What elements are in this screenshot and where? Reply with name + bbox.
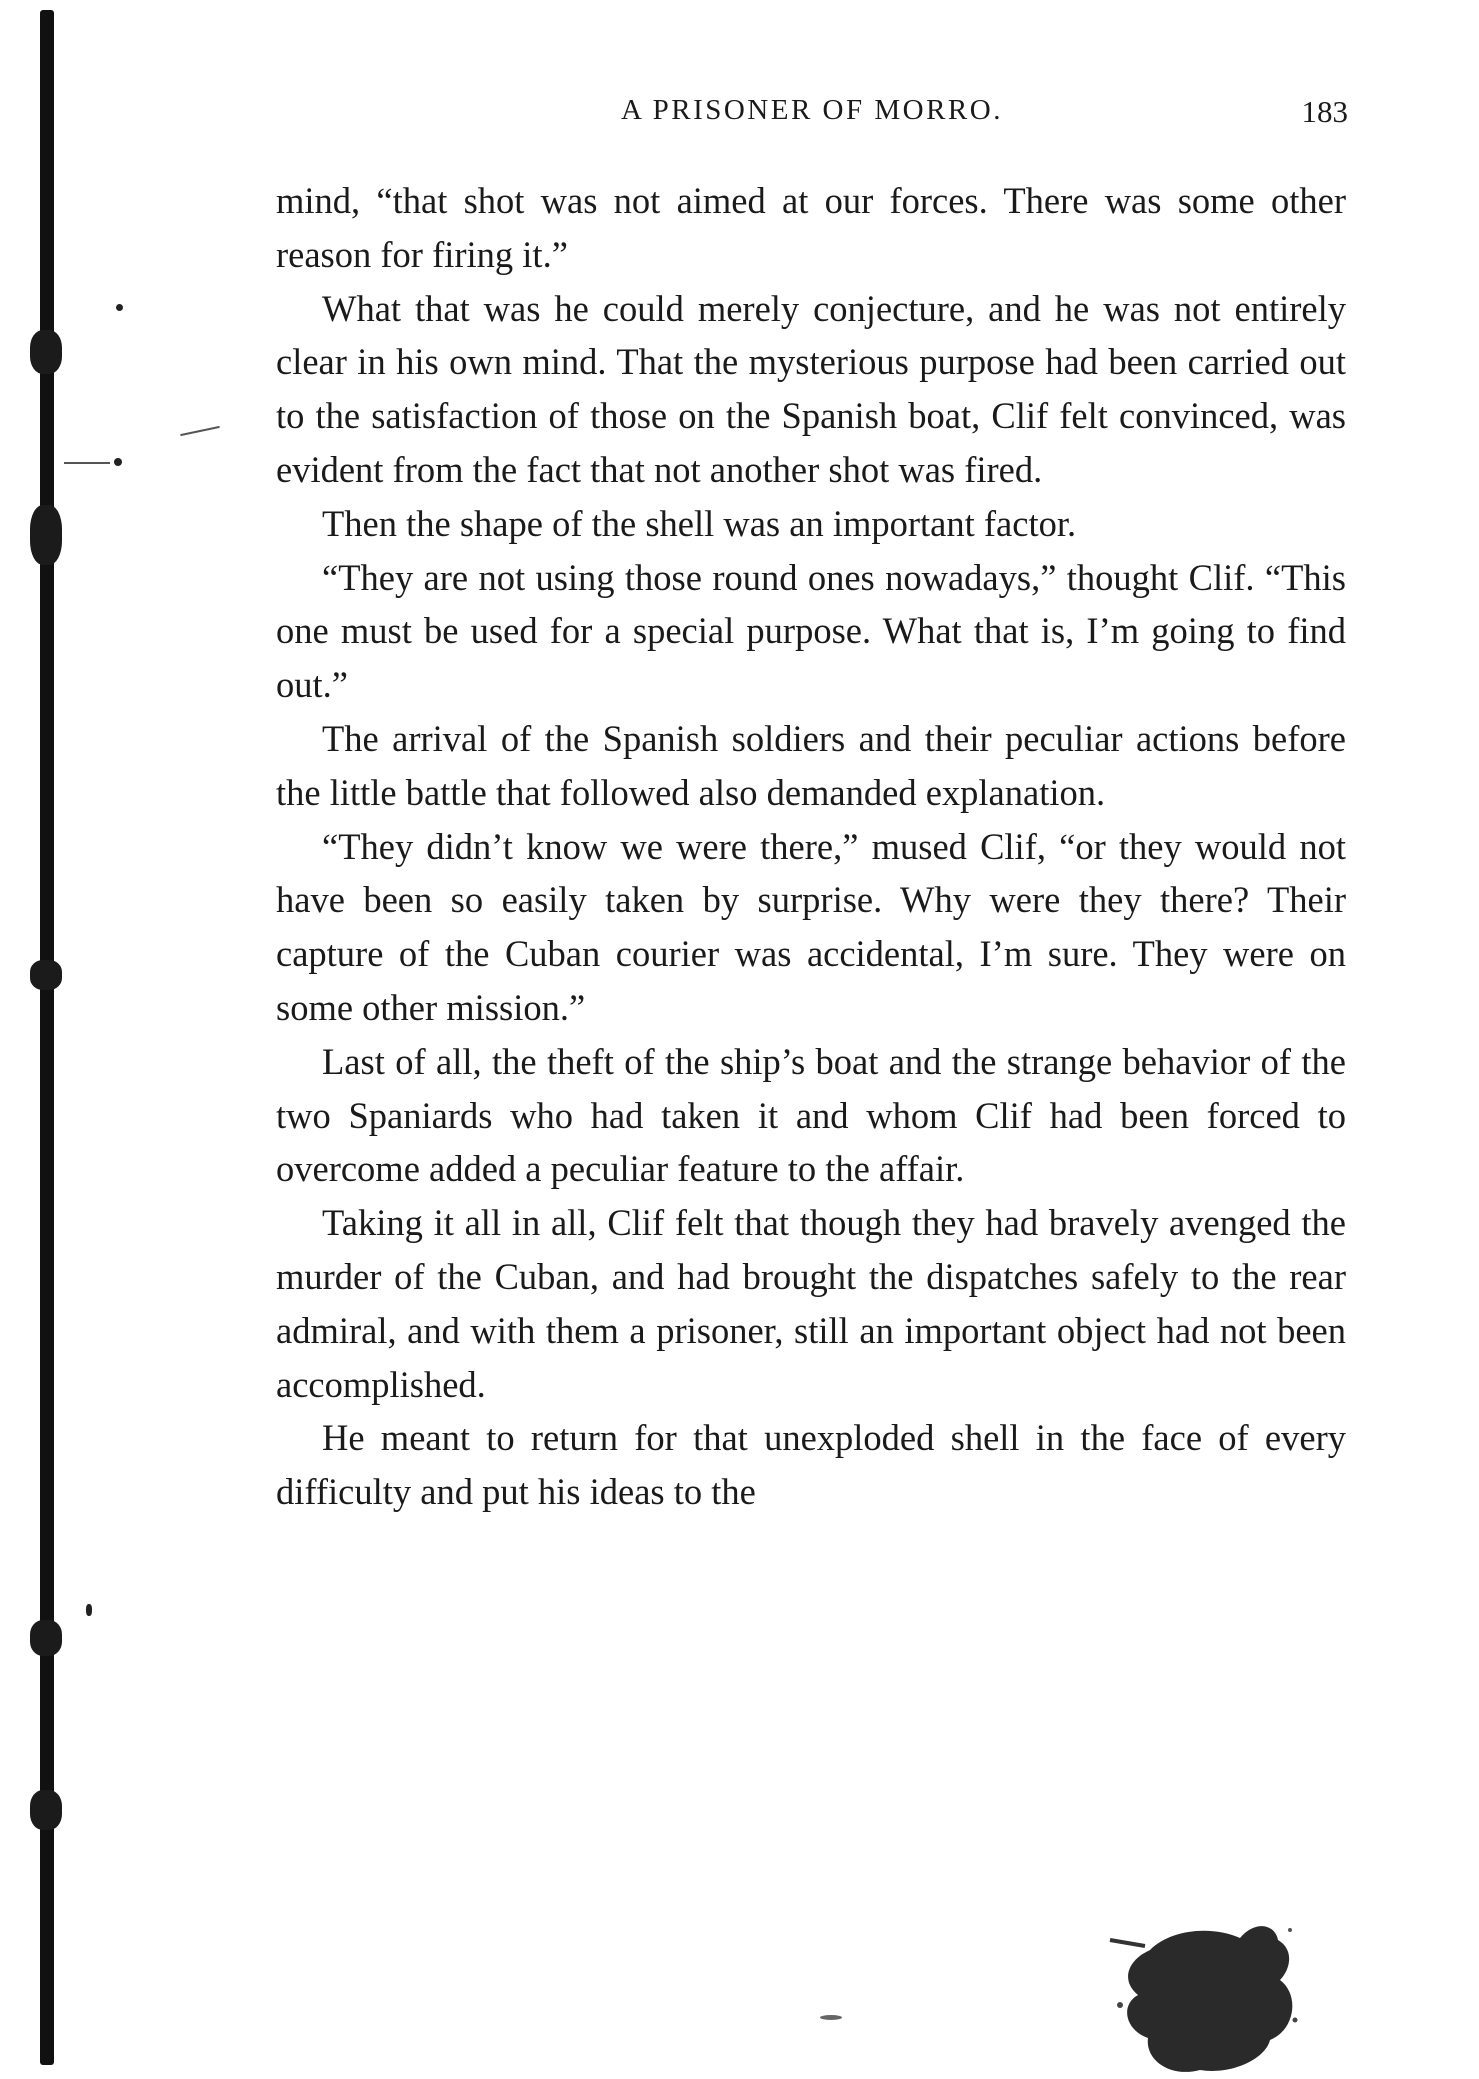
binding-notch — [30, 960, 62, 990]
binding-notch — [30, 1790, 62, 1830]
body-text — [276, 174, 1346, 1519]
ink-smudge — [820, 2015, 842, 2020]
paragraph: The arrival of the Spanish soldiers and their peculiar actions before the little battle that followed also demanded explanation. — [276, 717, 1346, 813]
paragraph: “They are not using those round ones nowadays,” thought Clif. “This one must be used for a special purpose. What that is, I’m going to find out.” — [276, 556, 1346, 706]
running-head-title: A PRISONER OF MORRO. — [621, 94, 1003, 126]
running-head — [276, 94, 1348, 134]
binding-edge — [40, 10, 54, 2065]
paragraph: mind, “that shot was not aimed at our forces. There was some other reason for firing it.” — [276, 180, 1346, 275]
margin-speck — [116, 304, 123, 311]
margin-speck — [86, 1604, 92, 1616]
paragraph: “They didn’t know we were there,” mused Clif, “or they would not have been so easily taken by surprise. Why were they there? Their capture of the Cuban courier was accidental, I’m sure. They were on some other mission.” — [276, 825, 1346, 1028]
paragraph: Then the shape of the shell was an important factor. — [322, 502, 1077, 544]
paragraph: Last of all, the theft of the ship’s boat and the strange behavior of the two Spaniards who had taken it and whom Clif had been forced to overcome added a peculiar feature to the affair. — [276, 1040, 1346, 1190]
paragraph: What that was he could merely conjecture, and he was not entirely clear in his own mind. That the mysterious purpose had been carried out to the satisfaction of those on the Spanish boat, Clif felt convinced, was evident from the fact that not another shot was fired. — [276, 287, 1346, 490]
paragraph: Taking it all in all, Clif felt that though they had bravely avenged the murder of the Cuban, and had brought the dispatches safely to the rear admiral, and with them a prisoner, still an important object had not been accomplished. — [276, 1202, 1346, 1405]
margin-speck — [114, 458, 122, 466]
binding-notch — [30, 1620, 62, 1656]
paragraph: He meant to return for that unexploded shell in the face of every difficulty and put his ideas to the — [276, 1417, 1346, 1513]
page-number: 183 — [1301, 94, 1348, 129]
binding-notch — [30, 330, 62, 374]
margin-mark — [64, 462, 110, 464]
binding-notch — [30, 505, 62, 565]
margin-mark — [180, 426, 220, 436]
ink-blot — [1090, 1910, 1310, 2079]
